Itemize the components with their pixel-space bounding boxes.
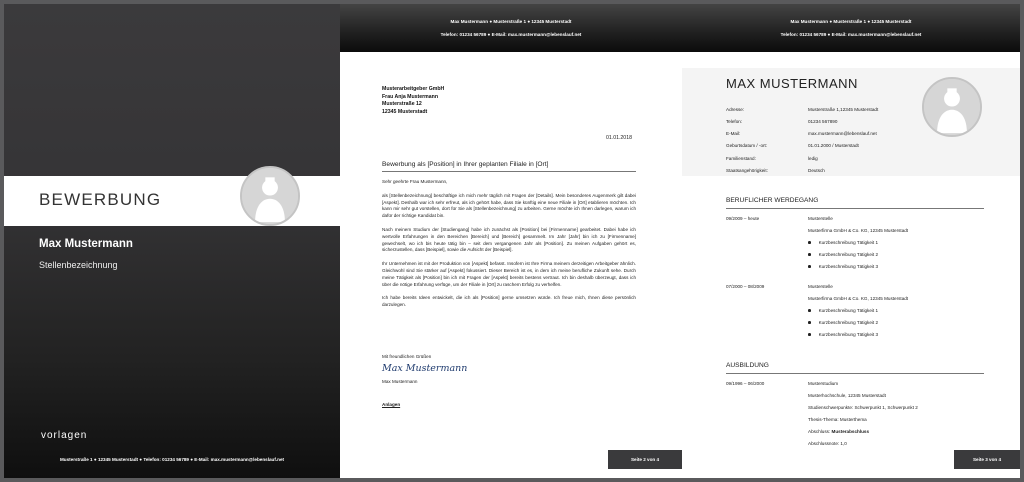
personal-label: Geburtsdatum / -ort: [726, 143, 768, 148]
cover-letter-page [340, 4, 682, 478]
personal-row [726, 143, 859, 148]
recipient-line: Musterstraße 12 [382, 101, 422, 107]
section-divider [726, 208, 984, 209]
experience-company: Musterfirma GmbH & Co. KG, 12345 Musterstadt [808, 296, 909, 301]
cv-header-bar [682, 4, 1020, 52]
applicant-name: Max Mustermann [39, 238, 133, 250]
header-address: Max Mustermann ● Musterstraße 1 ● 12345 Musterstadt [790, 19, 912, 24]
salutation: Sehr geehrte Frau Mustermann, [382, 179, 448, 184]
attachments-link[interactable]: Anlagen [382, 402, 401, 407]
experience-role: Musterstelle [808, 216, 833, 221]
signer-name: Max Mustermann [382, 379, 418, 384]
recipient-line: Musterarbeitgeber GmbH [382, 86, 445, 92]
header-contact: Telefon: 01234 56789 ● E-Mail: max.mustermann@lebenslauf.net [780, 32, 922, 37]
recipient-line: 12345 Musterstadt [382, 108, 428, 115]
profile-photo-placeholder [922, 77, 982, 137]
experience-bullet: Kurzbeschreibung Tätigkeit 3 [808, 264, 878, 269]
watermark-text: vorlagen [41, 430, 88, 441]
personal-value: 01.01.2000 / Musterstadt [808, 143, 859, 148]
education-grade: Abschlussnote: 1,0 [808, 441, 847, 446]
experience-period: 07/2000 – 08/2009 [726, 284, 765, 289]
letter-closing: Mit freundlichen Grüßen [382, 354, 432, 359]
personal-label: Staatsangehörigkeit: [726, 168, 768, 173]
experience-period: 09/2009 – heute [726, 216, 760, 221]
page-number-2: Seite 2 von 4 [608, 450, 682, 469]
section-divider [726, 373, 984, 374]
personal-value: Musterstraße 1,12345 Musterstadt [808, 107, 879, 112]
letter-body [382, 179, 636, 316]
experience-bullet: Kurzbeschreibung Tätigkeit 2 [808, 320, 878, 325]
header-address: Max Mustermann ● Musterstraße 1 ● 12345 Musterstadt [450, 19, 572, 24]
profile-photo-placeholder [240, 166, 300, 226]
cover-footer-contact: Musterstraße 1 ● 12345 Musterstadt ● Telefon: 01234 56789 ● E-Mail: max.mustermann@lebenslauf.net [59, 457, 285, 462]
experience-bullet: Kurzbeschreibung Tätigkeit 2 [808, 252, 878, 257]
recipient-address [382, 86, 444, 116]
document-spread [4, 4, 1020, 478]
letter-date: 01.01.2018 [606, 135, 632, 141]
recipient-line: Frau Anja Mustermann [382, 93, 439, 100]
personal-row [726, 168, 825, 173]
section-title-education: AUSBILDUNG [726, 362, 769, 369]
personal-label: Adresse: [726, 107, 745, 112]
personal-row [726, 107, 879, 112]
section-title-experience: BERUFLICHER WERDEGANG [726, 197, 819, 204]
letter-header-bar [340, 4, 682, 52]
subject-divider [382, 171, 636, 172]
personal-label: E-Mail: [726, 131, 741, 136]
experience-bullet: Kurzbeschreibung Tätigkeit 1 [808, 240, 878, 245]
cover-page [4, 4, 340, 478]
education-line: Musterstudium [808, 381, 839, 386]
job-title: Stellenbezeichnung [39, 260, 118, 270]
personal-row [726, 119, 838, 124]
education-line: Thesis-Thema: Musterthema [808, 417, 867, 422]
experience-company: Musterfirma GmbH & Co. KG, 12345 Musterstadt [808, 228, 909, 233]
letter-paragraph: Nach meinem Studium der [Studiengang] habe ich zunächst als [Position] bei [Firmenname] gearbeitet. Dabei habe ich wertvolle Erfahrungen in den Bereichen [Bereich] und [Bereich] gesammelt. Im Jahr [Jahr] bin ich zu [Firmenname] gewechselt, wo ich bis heute tätig bin – seit dem vergangenen Jahr als [Position]. Zu meinen Aufgaben gehört es, sicherzustellen, dass [Beispiel], sowie die Aufsicht der [Beispiel]. [382, 226, 636, 253]
education-line: Studienschwerpunkte: Schwerpunkt 1, Schwerpunkt 2 [808, 405, 918, 410]
experience-bullet: Kurzbeschreibung Tätigkeit 1 [808, 308, 878, 313]
personal-value: 01234 567890 [808, 119, 838, 124]
page-number-3: Seite 3 von 4 [954, 450, 1020, 469]
personal-row [726, 156, 818, 161]
personal-value: ledig [808, 156, 818, 161]
education-degree: Abschluss: Musterabschluss [808, 429, 870, 434]
personal-value: max.mustermann@lebenslauf.net [808, 131, 877, 136]
education-period: 09/1996 – 06/2000 [726, 381, 765, 386]
personal-label: Telefon: [726, 119, 743, 124]
personal-row [726, 131, 877, 136]
cv-name: MAX MUSTERMANN [726, 76, 858, 91]
letter-subject: Bewerbung als [Position] in Ihrer geplanten Filiale in [Ort] [382, 161, 549, 168]
person-silhouette-icon [242, 168, 298, 224]
cv-page [682, 4, 1020, 478]
experience-bullet: Kurzbeschreibung Tätigkeit 3 [808, 332, 878, 337]
person-silhouette-icon [924, 79, 980, 135]
letter-paragraph: Ich habe bereits Ideen entwickelt, die ich als [Position] gerne umsetzen würde. Ich freue mich, Ihnen diese persönlich darzulegen. [382, 295, 636, 308]
header-contact: Telefon: 01234 56789 ● E-Mail: max.mustermann@lebenslauf.net [440, 32, 582, 37]
handwritten-signature: Max Mustermann [382, 363, 468, 374]
experience-role: Musterstelle [808, 284, 833, 289]
personal-value: Deutsch [808, 168, 825, 173]
education-line: Musterhochschule, 12345 Musterstadt [808, 393, 886, 398]
cover-title: BEWERBUNG [39, 190, 162, 209]
personal-label: Familienstand: [726, 156, 756, 161]
letter-paragraph: als [Stellenbezeichnung] beschäftige ich mich mehr täglich mit Fragen der [Details]. Mein besonderes Augenmerk gilt dabei [Aspekt]. Deshalb war ich sehr erfreut, als ich gehört habe, dass Sie künftig eine neue Filiale in [Ort] etablieren möchten. Ich kann mir sehr gut vorstellen, dort für Sie als [Stellenbezeichnung] zu arbeiten. Gerne möchte ich Ihnen darlegen, warum ich dafür der richtige Kandidat bin. [382, 192, 636, 219]
letter-paragraph: Ihr Unternehmen ist mit der Produktion von [Aspekt] befasst. Insofern ist Ihre Firma meinem derzeitigen Arbeitgeber ähnlich. Gleichwohl sind Sie stärker auf [Aspekt] fokussiert. Dieser Bereich ist es, in dem ich meine berufliche Zukunft sehe. Durch meine Tätigkeit als [Position] bin ich mit Fragen der [Aspekt] bereits bestens vertraut. Ich bin deshalb überzeugt, dass ich über die nötige Erfahrung verfüge, um der Filiale in [Ort] zu raschem Erfolg zu verhelfen. [382, 261, 636, 287]
